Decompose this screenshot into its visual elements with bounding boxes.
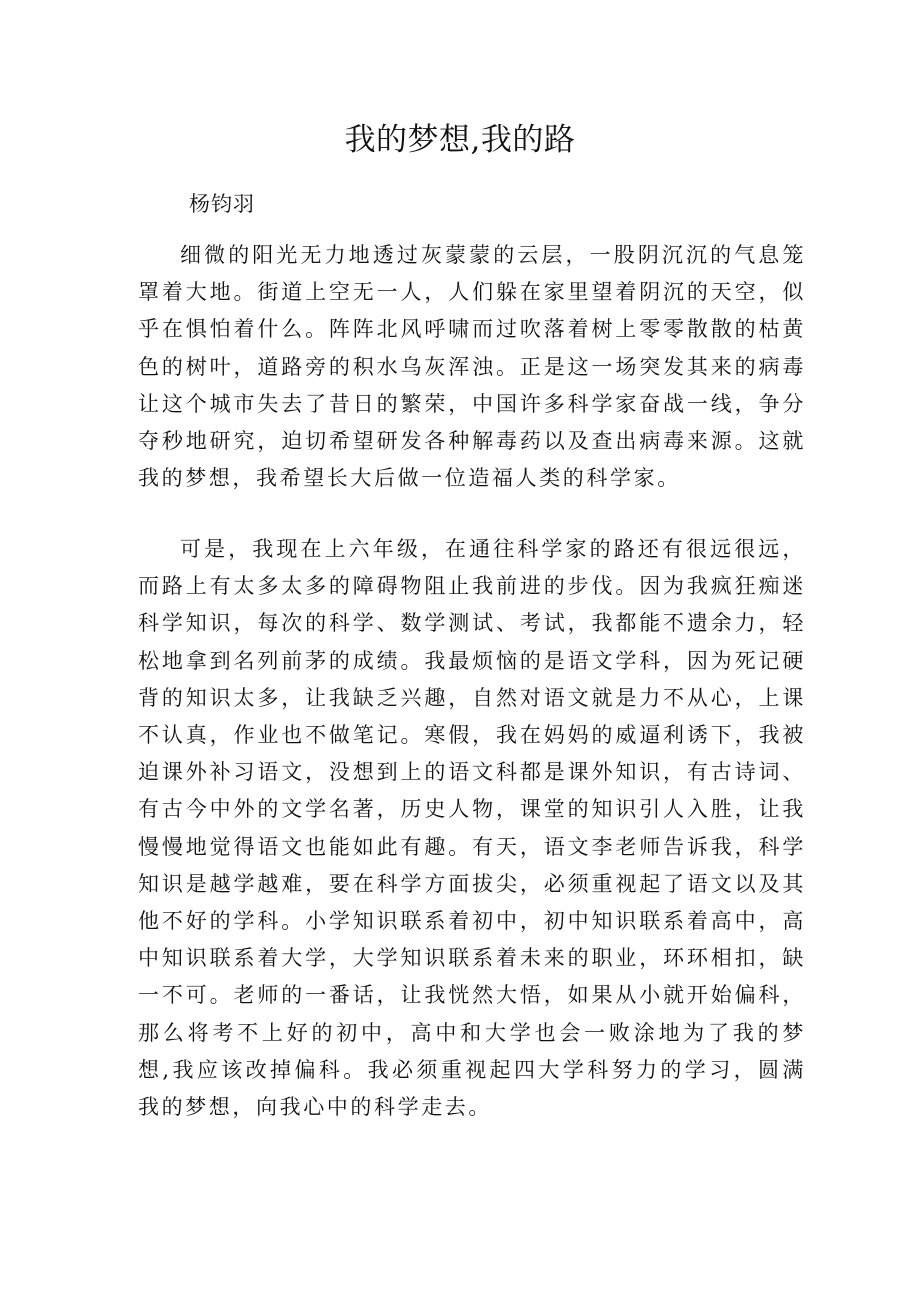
document-title: 我的梦想,我的路 xyxy=(344,122,576,158)
author-name: 杨钧羽 xyxy=(189,192,255,216)
paragraph-2: 可是，我现在上六年级，在通往科学家的路还有很远很远，而路上有太多太多的障碍物阻止我前进的步伐。因为我疯狂痴迷科学知识，每次的科学、数学测试、考试，我都能不遗余力，轻松地拿到名列前茅的成绩。我最烦恼的是语文学科，因为死记硬背的知识太多，让我缺乏兴趣，自然对语文就是力不从心，上课不认真，作业也不做笔记。寒假，我在妈妈的威逼利诱下，我被迫课外补习语文，没想到上的语文科都是课外知识，有古诗词、有古今中外的文学名著，历史人物，课堂的知识引人入胜，让我慢慢地觉得语文也能如此有趣。有天，语文李老师告诉我，科学知识是越学越难，要在科学方面拔尖，必须重视起了语文以及其他不好的学科。小学知识联系着初中，初中知识联系着高中，高中知识联系着大学，大学知识联系着未来的职业，环环相扣，缺一不可。老师的一番话，让我恍然大悟，如果从小就开始偏科，那么将考不上好的初中，高中和大学也会一败涂地为了我的梦想,我应该改掉偏科。我必须重视起四大学科努力的学习，圆满我的梦想，向我心中的科学走去。 xyxy=(138,537,806,1120)
paragraph-1: 细微的阳光无力地透过灰蒙蒙的云层，一股阴沉沉的气息笼罩着大地。街道上空无一人，人们躲在家里望着阴沉的天空，似乎在惧怕着什么。阵阵北风呼啸而过吹落着树上零零散散的枯黄色的树叶，道路旁的积水乌灰浑浊。正是这一场突发其来的病毒让这个城市失去了昔日的繁荣，中国许多科学家奋战一线，争分夺秒地研究，迫切希望研发各种解毒药以及查出病毒来源。这就我的梦想，我希望长大后做一位造福人类的科学家。 xyxy=(138,243,806,491)
